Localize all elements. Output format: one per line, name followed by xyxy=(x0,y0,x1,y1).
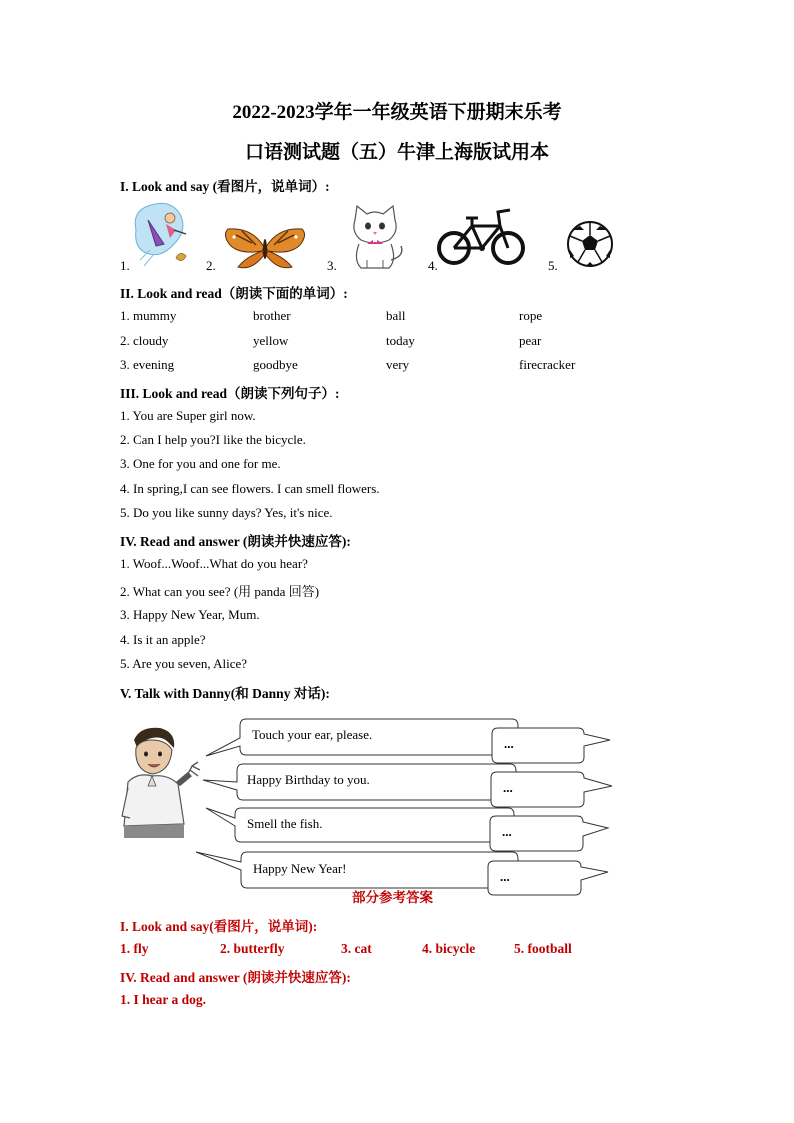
reply-4: ... xyxy=(500,869,510,884)
section3-heading: III. Look and read（朗读下列句子）: xyxy=(120,386,340,401)
reply-2: ... xyxy=(503,780,513,795)
word-row2-col1: 2. cloudy xyxy=(120,333,169,348)
sentence-4: 4. In spring,I can see flowers. I can smell flowers. xyxy=(120,481,380,496)
reply-1: ... xyxy=(504,736,514,751)
answers-sec4-heading: IV. Read and answer (朗读并快速应答): xyxy=(120,970,351,985)
answer-4: 4. bicycle xyxy=(422,941,476,956)
picture-label-5: 5. xyxy=(548,258,558,273)
prompt-1: Touch your ear, please. xyxy=(252,727,373,742)
picture-label-2: 2. xyxy=(206,258,216,273)
word-row3-col3: very xyxy=(386,357,410,372)
question-2: 2. What can you see? (用 panda 回答) xyxy=(120,584,320,599)
answer-iv-1: 1. I hear a dog. xyxy=(120,992,207,1007)
word-row3-col4: firecracker xyxy=(519,357,576,372)
picture-label-1: 1. xyxy=(120,258,130,273)
word-row3-col1: 3. evening xyxy=(120,357,175,372)
question-4: 4. Is it an apple? xyxy=(120,632,206,647)
reply-3: ... xyxy=(502,824,512,839)
answers-sec1-heading: I. Look and say(看图片，说单词): xyxy=(120,919,318,934)
answer-1: 1. fly xyxy=(120,941,149,956)
prompt-4: Happy New Year! xyxy=(253,861,347,876)
sentence-5: 5. Do you like sunny days? Yes, it's nice. xyxy=(120,505,333,520)
picture-label-4: 4. xyxy=(428,258,438,273)
prompt-2: Happy Birthday to you. xyxy=(247,772,370,787)
answer-3: 3. cat xyxy=(341,941,372,956)
question-5: 5. Are you seven, Alice? xyxy=(120,656,248,671)
word-row1-col4: rope xyxy=(519,308,543,323)
word-row3-col2: goodbye xyxy=(253,357,298,372)
word-row1-col2: brother xyxy=(253,308,291,323)
section4-heading: IV. Read and answer (朗读并快速应答): xyxy=(120,534,351,549)
word-row1-col3: ball xyxy=(386,308,406,323)
sentence-1: 1. You are Super girl now. xyxy=(120,408,256,423)
word-row2-col4: pear xyxy=(519,333,542,348)
sentence-3: 3. One for you and one for me. xyxy=(120,456,281,471)
section1-heading: I. Look and say (看图片，说单词）: xyxy=(120,179,330,194)
sentence-2: 2. Can I help you?I like the bicycle. xyxy=(120,432,306,447)
answer-2: 2. butterfly xyxy=(220,941,285,956)
answers-heading: 部分参考答案 xyxy=(352,890,433,905)
question-1: 1. Woof...Woof...What do you hear? xyxy=(120,556,308,571)
page-title: 2022-2023学年一年级英语下册期末乐考 xyxy=(232,102,562,123)
word-row1-col1: 1. mummy xyxy=(120,308,177,323)
word-row2-col2: yellow xyxy=(253,333,289,348)
section5-heading: V. Talk with Danny(和 Danny 对话): xyxy=(120,686,330,701)
prompt-3: Smell the fish. xyxy=(247,816,323,831)
word-row2-col3: today xyxy=(386,333,415,348)
page-subtitle: 口语测试题（五）牛津上海版试用本 xyxy=(244,142,549,163)
picture-label-3: 3. xyxy=(327,258,337,273)
answer-5: 5. football xyxy=(514,941,572,956)
section2-heading: II. Look and read（朗读下面的单词）: xyxy=(120,286,348,301)
question-3: 3. Happy New Year, Mum. xyxy=(120,607,260,622)
